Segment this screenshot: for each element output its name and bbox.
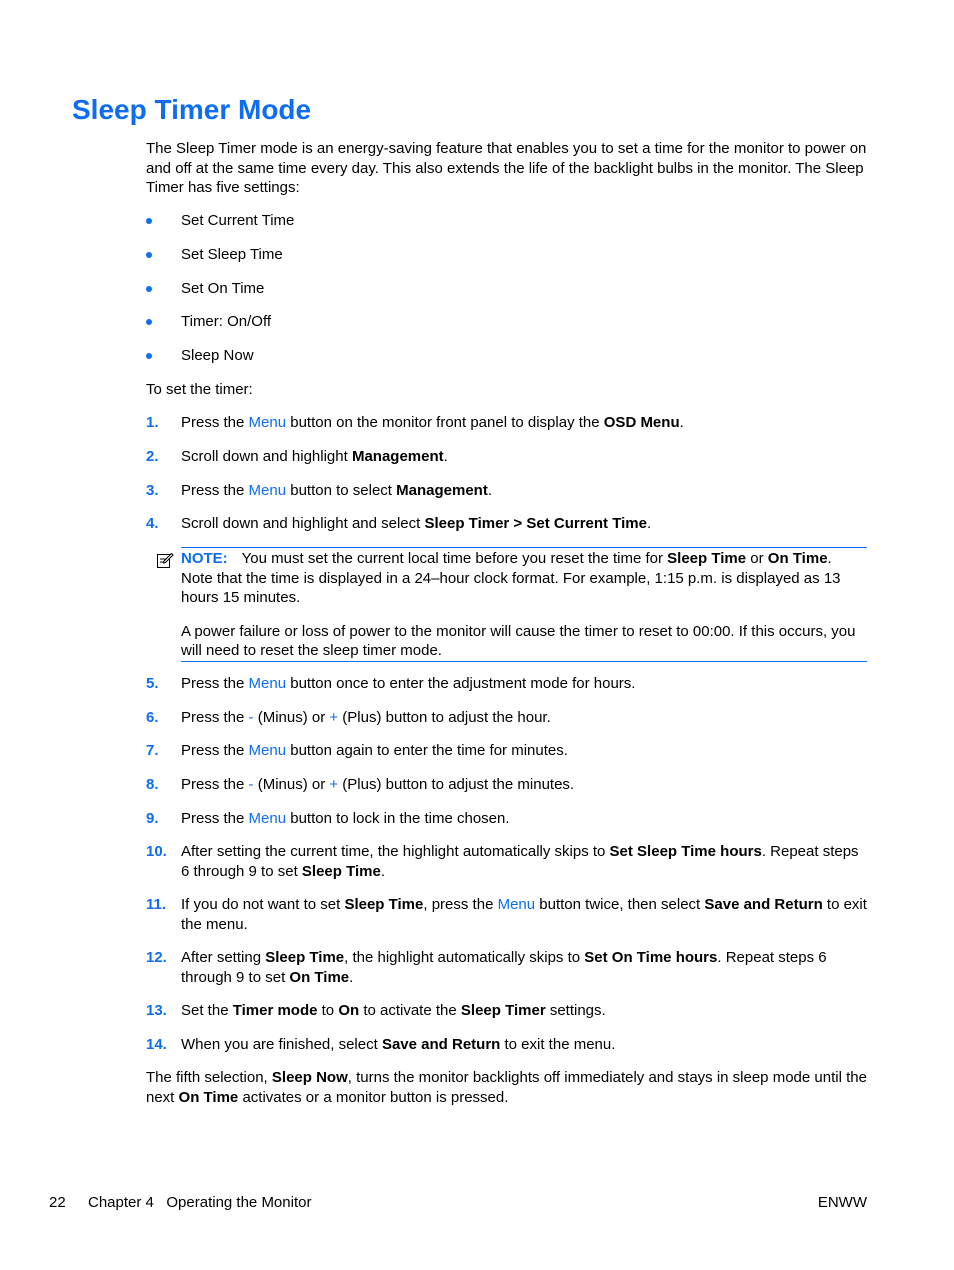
bold-term: Sleep Time <box>301 862 381 880</box>
text-run: button again to enter the time for minutes. <box>286 742 568 759</box>
button-name: Menu <box>497 896 536 913</box>
step-text <box>181 674 871 694</box>
text-run: The fifth selection, <box>146 1069 272 1086</box>
step-text <box>181 413 871 433</box>
text-run: . <box>380 862 386 880</box>
bold-term: Timer mode <box>232 1002 318 1019</box>
bold-term: On Time <box>767 550 828 567</box>
text-run: to activate the <box>359 1002 461 1019</box>
step-number: 4. <box>146 515 159 532</box>
text-run: Scroll down and highlight and select <box>181 515 425 532</box>
page-number: 22 <box>49 1194 66 1211</box>
button-name: Menu <box>248 810 287 827</box>
setting-label: Set On Time <box>181 280 265 297</box>
bold-term: Management <box>351 448 444 465</box>
step-text <box>181 809 871 829</box>
text-run: Press the <box>181 414 249 431</box>
bold-term: On Time <box>289 968 350 986</box>
text-run: . <box>487 482 492 499</box>
text-run: If you do not want to set <box>181 896 345 913</box>
step-number: 3. <box>146 482 159 499</box>
text-run: button twice, then select <box>535 896 705 913</box>
step-number: 1. <box>146 414 159 431</box>
text-run: You must set the current local time before you reset the time for <box>241 550 668 567</box>
text-run: button to select <box>286 482 397 499</box>
text-run: . <box>679 414 684 431</box>
setting-label: Set Sleep Time <box>181 246 283 263</box>
step-text <box>181 741 871 761</box>
chapter-title: Chapter 4 Operating the Monitor <box>88 1194 312 1211</box>
text-run: to exit the menu. <box>181 896 867 933</box>
note-text <box>181 550 841 606</box>
bold-term: Set On Time hours <box>584 949 718 966</box>
note-box <box>181 547 867 662</box>
intro-paragraph: The Sleep Timer mode is an energy-saving feature that enables you to set a time for the monitor to power on and off at the same time every day. This also extends the life of the backlight bulbs in the monitor. The Sleep Timer has five settings: <box>146 140 867 196</box>
step-text <box>181 948 871 987</box>
step-text <box>181 514 871 534</box>
text-run: or <box>746 550 768 567</box>
button-name: Menu <box>248 742 287 759</box>
text-run: Press the <box>181 810 249 827</box>
step-text <box>181 842 871 881</box>
text-run: . <box>646 515 652 532</box>
setting-label: Set Current Time <box>181 212 295 229</box>
text-run: Press the <box>181 675 249 692</box>
note-paragraph-2: A power failure or loss of power to the monitor will cause the timer to reset to 00:00. If this occurs, you will need to reset the sleep timer mode. <box>181 622 856 659</box>
bold-term: Save and Return <box>381 1036 501 1053</box>
setting-label: Timer: On/Off <box>181 313 272 330</box>
step-number: 2. <box>146 448 159 465</box>
text-run: Set the <box>181 1002 233 1019</box>
step-number: 7. <box>146 742 159 759</box>
text-run: Scroll down and highlight <box>181 448 352 465</box>
to-set-label: To set the timer: <box>146 381 253 398</box>
button-name: + <box>329 776 339 793</box>
text-run: , the highlight automatically skips to <box>344 949 585 966</box>
step-text <box>181 481 871 501</box>
step-text <box>181 895 871 934</box>
text-run: . Repeat steps 6 through 9 to set <box>181 949 827 986</box>
button-name: - <box>248 709 254 726</box>
bold-term: On <box>338 1002 360 1019</box>
text-run: After setting the current time, the highlight automatically skips to <box>181 843 610 860</box>
bold-term: OSD Menu <box>603 414 680 431</box>
text-run: When you are finished, select <box>181 1036 382 1053</box>
text-run: (Minus) or <box>253 709 330 726</box>
button-name: Menu <box>248 482 287 499</box>
step-number: 14. <box>146 1036 167 1053</box>
note-pencil-icon <box>156 552 174 570</box>
text-run: Press the <box>181 482 249 499</box>
bold-term: Sleep Time <box>344 896 424 913</box>
button-name: + <box>329 709 339 726</box>
bullet-icon <box>146 286 152 292</box>
bold-term: On Time <box>178 1088 239 1106</box>
text-run: activates or a monitor button is pressed. <box>238 1088 509 1106</box>
step-number: 9. <box>146 810 159 827</box>
text-run: , turns the monitor backlights off immediately and stays in sleep mode until the next <box>146 1069 867 1106</box>
note-label: NOTE: <box>181 550 228 567</box>
bullet-icon <box>146 218 152 224</box>
bold-term: Management <box>396 482 488 499</box>
bold-term: Sleep Timer > Set Current Time <box>424 515 647 532</box>
text-run: (Plus) button to adjust the minutes. <box>338 776 575 793</box>
text-run: Press the <box>181 776 249 793</box>
text-run: button to lock in the time chosen. <box>286 810 510 827</box>
bold-term: Save and Return <box>704 896 823 913</box>
text-run: (Plus) button to adjust the hour. <box>338 709 551 726</box>
text-run: settings. <box>545 1002 606 1019</box>
text-run: Press the <box>181 709 249 726</box>
step-number: 10. <box>146 843 167 860</box>
bold-term: Sleep Time <box>667 550 747 567</box>
bullet-icon <box>146 252 152 258</box>
bullet-icon <box>146 353 152 359</box>
button-name: Menu <box>248 414 287 431</box>
step-number: 6. <box>146 709 159 726</box>
bold-term: Set Sleep Time hours <box>609 843 762 860</box>
page-title: Sleep Timer Mode <box>72 94 312 125</box>
text-run: (Minus) or <box>253 776 330 793</box>
text-run: After setting <box>181 949 266 966</box>
step-number: 11. <box>146 896 167 913</box>
step-text <box>181 708 871 728</box>
doc-code: ENWW <box>817 1194 867 1211</box>
bold-term: Sleep Now <box>271 1069 348 1086</box>
text-run: . Repeat steps 6 through 9 to set <box>181 843 859 880</box>
text-run: . <box>349 968 354 986</box>
step-text <box>181 775 871 795</box>
step-text <box>181 1035 871 1055</box>
text-run: to exit the menu. <box>500 1036 616 1053</box>
note-paragraph-1 <box>181 549 867 608</box>
button-name: - <box>248 776 254 793</box>
text-run: , press the <box>423 896 498 913</box>
text-run: . Note that the time is displayed in a 24–hour clock format. For example, 1:15 p.m. is displayed as 13 hours 15 minutes. <box>181 550 841 606</box>
step-number: 13. <box>146 1002 167 1019</box>
button-name: Menu <box>248 675 287 692</box>
step-number: 8. <box>146 776 159 793</box>
setting-label: Sleep Now <box>181 347 254 364</box>
bullet-icon <box>146 319 152 325</box>
step-text <box>181 1001 871 1021</box>
step-text <box>181 447 871 467</box>
step-number: 5. <box>146 675 159 692</box>
text-run: button once to enter the adjustment mode for hours. <box>286 675 636 692</box>
text-run: to <box>317 1002 339 1019</box>
closing-paragraph <box>146 1068 870 1107</box>
step-number: 12. <box>146 949 167 966</box>
text-run: button on the monitor front panel to display the <box>286 414 604 431</box>
bold-term: Sleep Timer <box>460 1002 546 1019</box>
text-run: . <box>443 448 448 465</box>
text-run: Press the <box>181 742 249 759</box>
bold-term: Sleep Time <box>265 949 345 966</box>
